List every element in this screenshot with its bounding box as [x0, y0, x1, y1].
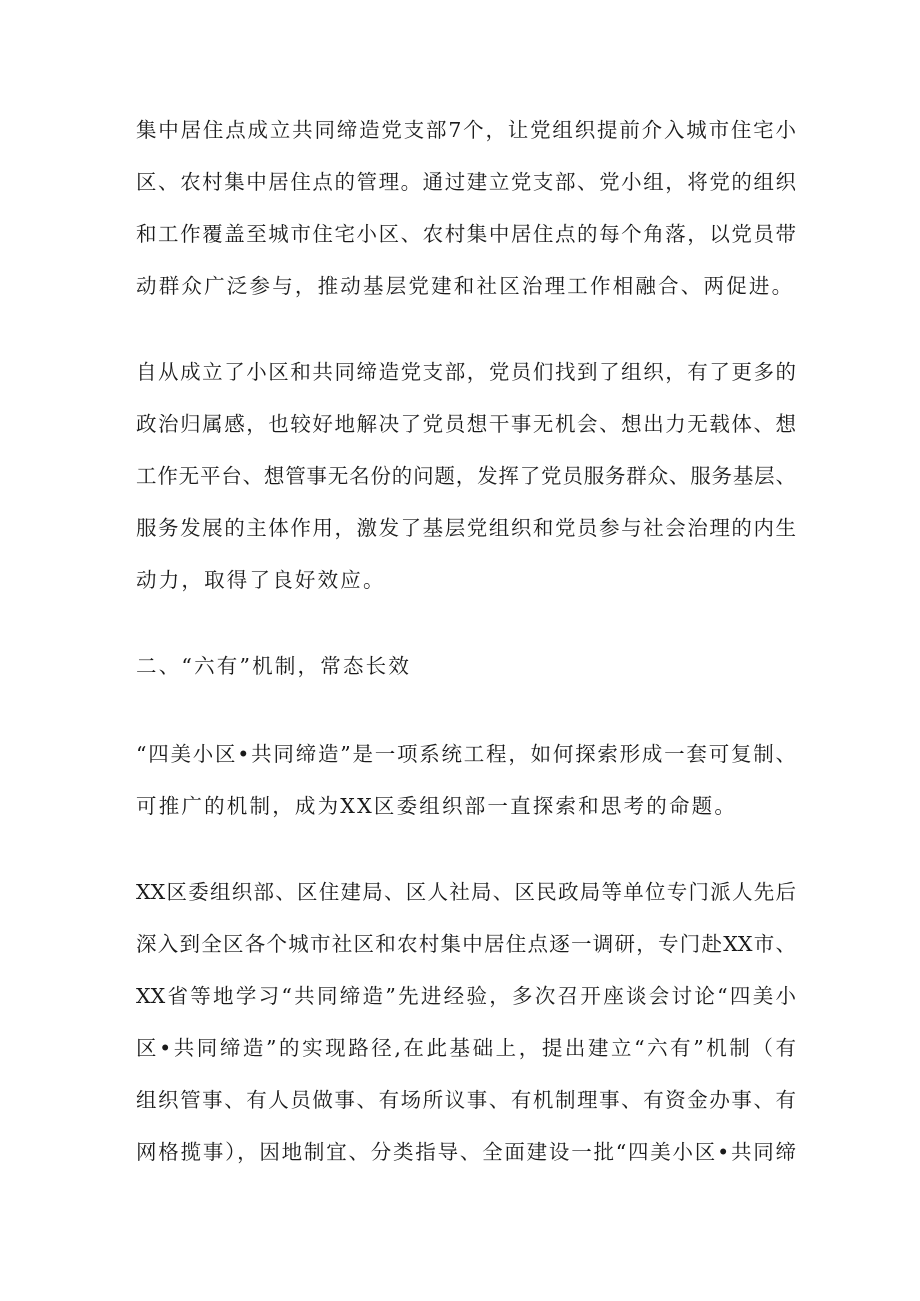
paragraph-2-line-2: 政治归属感，也较好地解决了党员想干事无机会、想出力无载体、想 — [136, 412, 796, 436]
paragraph-4-line-4: 区•共同缔造”的实现路径,在此基础上，提出建立“六有”机制（有 — [136, 1036, 796, 1060]
section-heading: 二、“六有”机制，常态长效 — [136, 654, 412, 678]
paragraph-4-line-2: 深入到全区各个城市社区和农村集中居住点逐一调研，专门赴XX市、 — [136, 932, 796, 956]
paragraph-4-line-6: 网格揽事），因地制宜、分类指导、全面建设一批“四美小区•共同缔 — [136, 1140, 796, 1164]
paragraph-4-line-1: XX区委组织部、区住建局、区人社局、区民政局等单位专门派人先后 — [136, 880, 796, 904]
paragraph-1-line-1: 集中居住点成立共同缔造党支部7个，让党组织提前介入城市住宅小 — [136, 118, 796, 142]
paragraph-1-line-4: 动群众广泛参与，推动基层党建和社区治理工作相融合、两促进。 — [136, 274, 795, 298]
paragraph-2-line-3: 工作无平台、想管事无名份的问题，发挥了党员服务群众、服务基层、 — [136, 464, 796, 488]
paragraph-2-line-1: 自从成立了小区和共同缔造党支部，党员们找到了组织，有了更多的 — [136, 360, 796, 384]
paragraph-3-line-1: “四美小区•共同缔造”是一项系统工程，如何探索形成一套可复制、 — [136, 742, 796, 766]
paragraph-2-line-4: 服务发展的主体作用，激发了基层党组织和党员参与社会治理的内生 — [136, 516, 796, 540]
paragraph-4-line-5: 组织管事、有人员做事、有场所议事、有机制理事、有资金办事、有 — [136, 1088, 796, 1112]
paragraph-4-line-3: XX省等地学习“共同缔造”先进经验，多次召开座谈会讨论“四美小 — [136, 984, 796, 1008]
paragraph-2-line-5: 动力，取得了良好效应。 — [136, 568, 386, 592]
paragraph-1-line-2: 区、农村集中居住点的管理。通过建立党支部、党小组，将党的组织 — [136, 170, 796, 194]
paragraph-3-line-2: 可推广的机制，成为XX区委组织部一直探索和思考的命题。 — [136, 794, 738, 818]
paragraph-1-line-3: 和工作覆盖至城市住宅小区、农村集中居住点的每个角落，以党员带 — [136, 222, 796, 246]
